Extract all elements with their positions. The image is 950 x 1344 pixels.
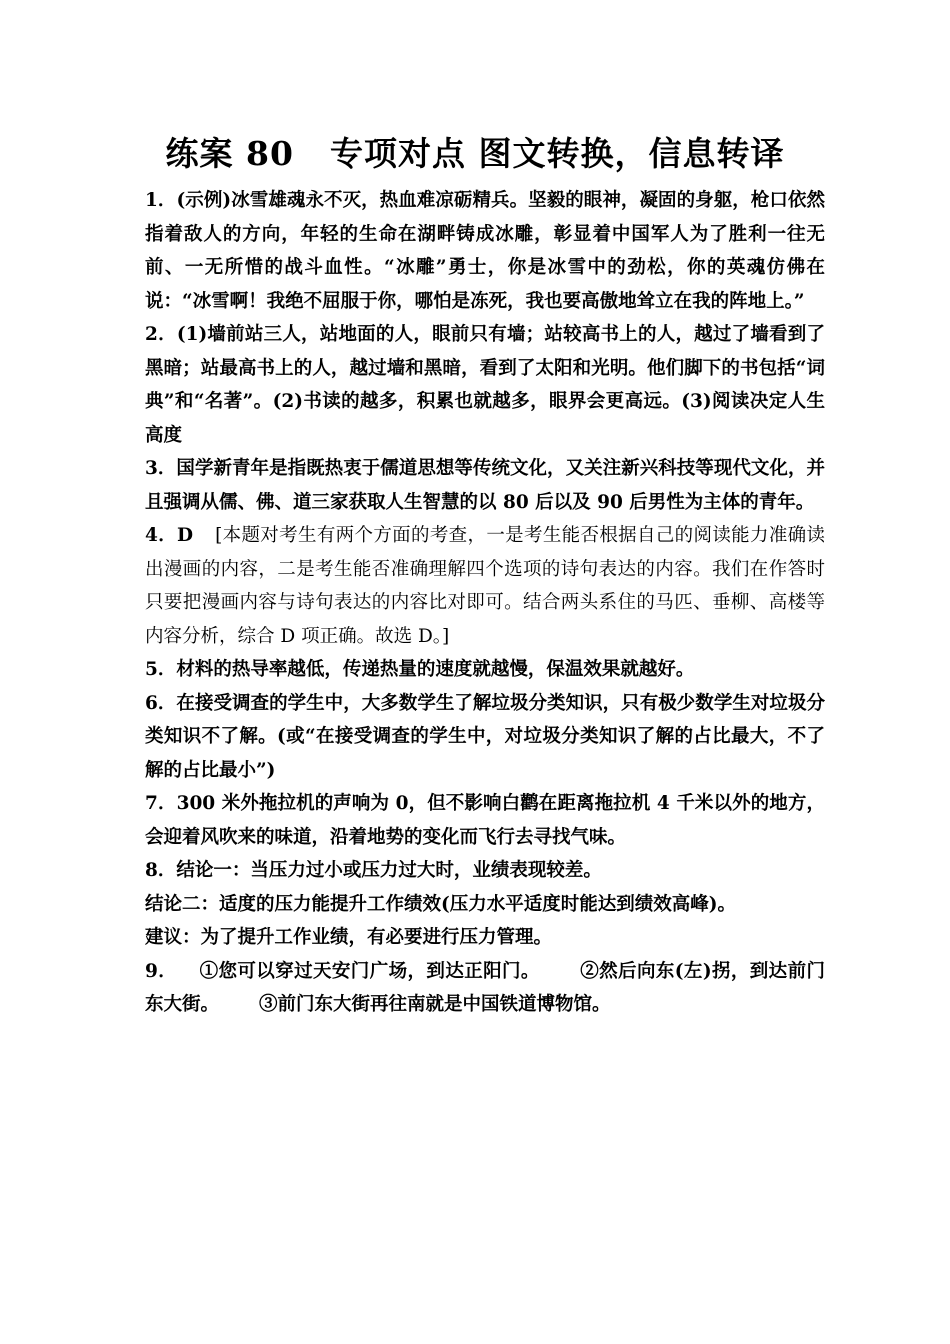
title-part1: 练案 80 bbox=[165, 134, 294, 173]
answer-7: 7．300 米外拖拉机的声响为 0，但不影响白鹳在距离拖拉机 4 千米以外的地方，会迎着风吹来的味道，沿着地势的变化而飞行去寻找气味。 bbox=[145, 793, 825, 848]
answer-9-step-3: ③前门东大街再往南就是中国铁道博物馆。 bbox=[259, 994, 611, 1015]
answer-9-number: 9． bbox=[145, 960, 178, 982]
title-part2: 专项对点 图文转换，信息转译 bbox=[329, 134, 785, 173]
answer-6: 6．在接受调查的学生中，大多数学生了解垃圾分类知识，只有极少数学生对垃圾分类知识不了解。(或“在接受调查的学生中，对垃圾分类知识了解的占比最大，不了解的占比最小”) bbox=[145, 692, 825, 781]
answer-2: 2．(1)墙前站三人，站地面的人，眼前只有墙；站较高书上的人，越过了墙看到了黑暗；站最高书上的人，越过墙和黑暗，看到了太阳和光明。他们脚下的书包括“词典”和“名著”。(2)书读的越多，积累也就越多，眼界会更高远。(3)阅读决定人生高度 bbox=[145, 324, 825, 446]
answer-3: 3．国学新青年是指既热衷于儒道思想等传统文化，又关注新兴科技等现代文化，并且强调从儒、佛、道三家获取人生智慧的以 80 后以及 90 后男性为主体的青年。 bbox=[145, 458, 825, 513]
answer-8-suggestion: 建议：为了提升工作业绩，有必要进行压力管理。 bbox=[145, 927, 553, 948]
answer-list bbox=[145, 184, 825, 1022]
answer-9 bbox=[145, 955, 825, 1022]
answer-5: 5．材料的热导率越低，传递热量的速度就越慢，保温效果就越好。 bbox=[145, 659, 695, 680]
answer-9-step-1: ①您可以穿过天安门广场，到达正阳门。 bbox=[199, 960, 540, 982]
answer-4-explanation: [本题对考生有两个方面的考查，一是考生能否根据自己的阅读能力准确读出漫画的内容，二是考生能否准确理解四个选项的诗句表达的内容。我们在作答时只要把漫画内容与诗句表达的内容比对即可。结合两头系住的马匹、垂柳、高楼等内容分析，综合 D 项正确。故选 D。] bbox=[145, 525, 825, 647]
answer-4-label: 4．D bbox=[145, 525, 194, 546]
answer-4 bbox=[145, 519, 825, 653]
answer-1: 1．(示例)冰雪雄魂永不灭，热血难凉砺精兵。坚毅的眼神，凝固的身躯，枪口依然指着敌人的方向，年轻的生命在湖畔铸成冰雕，彰显着中国军人为了胜利一往无前、一无所惜的战斗血性。“冰雕”勇士，你是冰雪中的劲松，你的英魂仿佛在说：“冰雪啊！我绝不屈服于你，哪怕是冻死，我也要高傲地耸立在我的阵地上。” bbox=[145, 190, 825, 312]
answer-9-step-2: ②然后向东(左)拐，到达前门东大街。 bbox=[145, 960, 825, 1015]
answer-8-conclusion-2: 结论二：适度的压力能提升工作绩效(压力水平适度时能达到绩效高峰)。 bbox=[145, 893, 737, 915]
answer-8-conclusion-1: 8．结论一：当压力过小或压力过大时，业绩表现较差。 bbox=[145, 860, 602, 881]
page-title bbox=[0, 128, 950, 175]
